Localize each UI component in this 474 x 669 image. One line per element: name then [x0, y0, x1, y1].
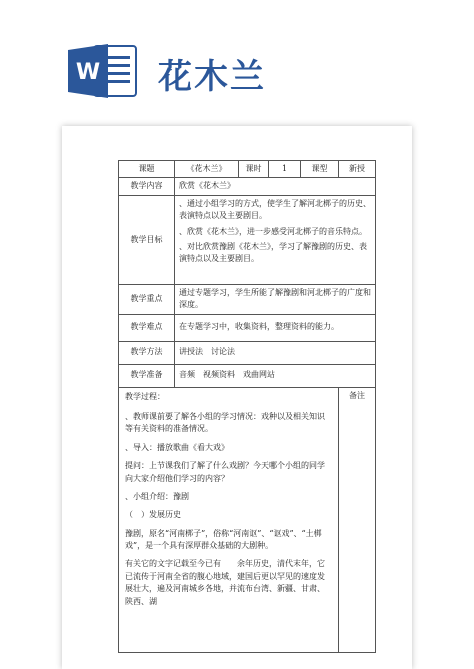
goals-label: 教学目标 — [119, 195, 175, 284]
notes-label: 备注 — [339, 387, 376, 652]
lesson-plan-table — [118, 160, 376, 653]
table-row — [119, 195, 376, 284]
method-label: 教学方法 — [119, 341, 175, 364]
goals-cell — [175, 195, 376, 284]
svg-text:W: W — [75, 60, 101, 85]
process-cell — [119, 387, 339, 652]
content-label: 教学内容 — [119, 178, 175, 195]
goal-item: 、对比欣赏豫剧《花木兰》，学习了解豫剧的历史、表演特点以及主要剧目。 — [179, 241, 367, 264]
table-row — [119, 341, 376, 364]
word-document-icon — [68, 42, 138, 100]
process-paragraph: 、导入：播放歌曲《看大戏》 — [125, 442, 229, 452]
process-paragraph: 、小组介绍：豫剧 — [125, 491, 189, 501]
process-paragraph: 提问：上节课我们了解了什么戏剧？今天哪个小组的同学向大家介绍他们学习的内容？ — [125, 461, 325, 483]
prep-label: 教学准备 — [119, 364, 175, 387]
type-value: 新授 — [339, 161, 376, 178]
goal-item: 、通过小组学习的方式，使学生了解河北梆子的历史、表演特点以及主要剧目。 — [179, 198, 371, 221]
difficulty-value: 在专题学习中，收集资料，整理资料的能力。 — [175, 314, 376, 341]
difficulty-label: 教学难点 — [119, 314, 175, 341]
content-value: 欣赏《花木兰》 — [175, 178, 376, 195]
table-row — [119, 161, 376, 178]
table-row — [119, 284, 376, 314]
course-label: 课题 — [119, 161, 175, 178]
hours-value: 1 — [269, 161, 301, 178]
process-paragraph: 有关它的文字记载至今已有 余年历史，清代末年，它已流传于河南全省的腹心地域，建国后更以罕见的速度发展壮大，遍及河南城乡各地，并流布台湾、新疆、甘肃、陕西、湖 — [125, 559, 325, 606]
prep-value: 音频 视频资料 戏曲网站 — [175, 364, 376, 387]
page-title: 花木兰 — [158, 57, 266, 97]
process-paragraph: （ ）发展历史 — [125, 510, 181, 520]
process-paragraph: 、教师课前要了解各小组的学习情况：戏种以及相关知识等有关资料的准备情况。 — [125, 411, 325, 434]
document-header — [0, 0, 474, 120]
goal-item: 、欣赏《花木兰》，进一步感受河北梆子的音乐特点。 — [179, 226, 367, 236]
process-paragraph: 豫剧，原名“河南梆子”，俗称“河南讴”、“讴戏”、“土梆戏”，是一个具有深厚群众基础的大剧种。 — [125, 528, 322, 551]
key-point-label: 教学重点 — [119, 284, 175, 314]
type-label: 课型 — [301, 161, 339, 178]
process-label: 教学过程： — [125, 391, 165, 401]
hours-label: 课时 — [239, 161, 269, 178]
course-value: 《花木兰》 — [175, 161, 239, 178]
table-row — [119, 387, 376, 652]
table-row — [119, 178, 376, 195]
table-row — [119, 314, 376, 341]
table-row — [119, 364, 376, 387]
method-value: 讲授法 讨论法 — [175, 341, 376, 364]
key-point-value: 通过专题学习，学生所能了解豫剧和河北梆子的广度和深度。 — [175, 284, 376, 314]
